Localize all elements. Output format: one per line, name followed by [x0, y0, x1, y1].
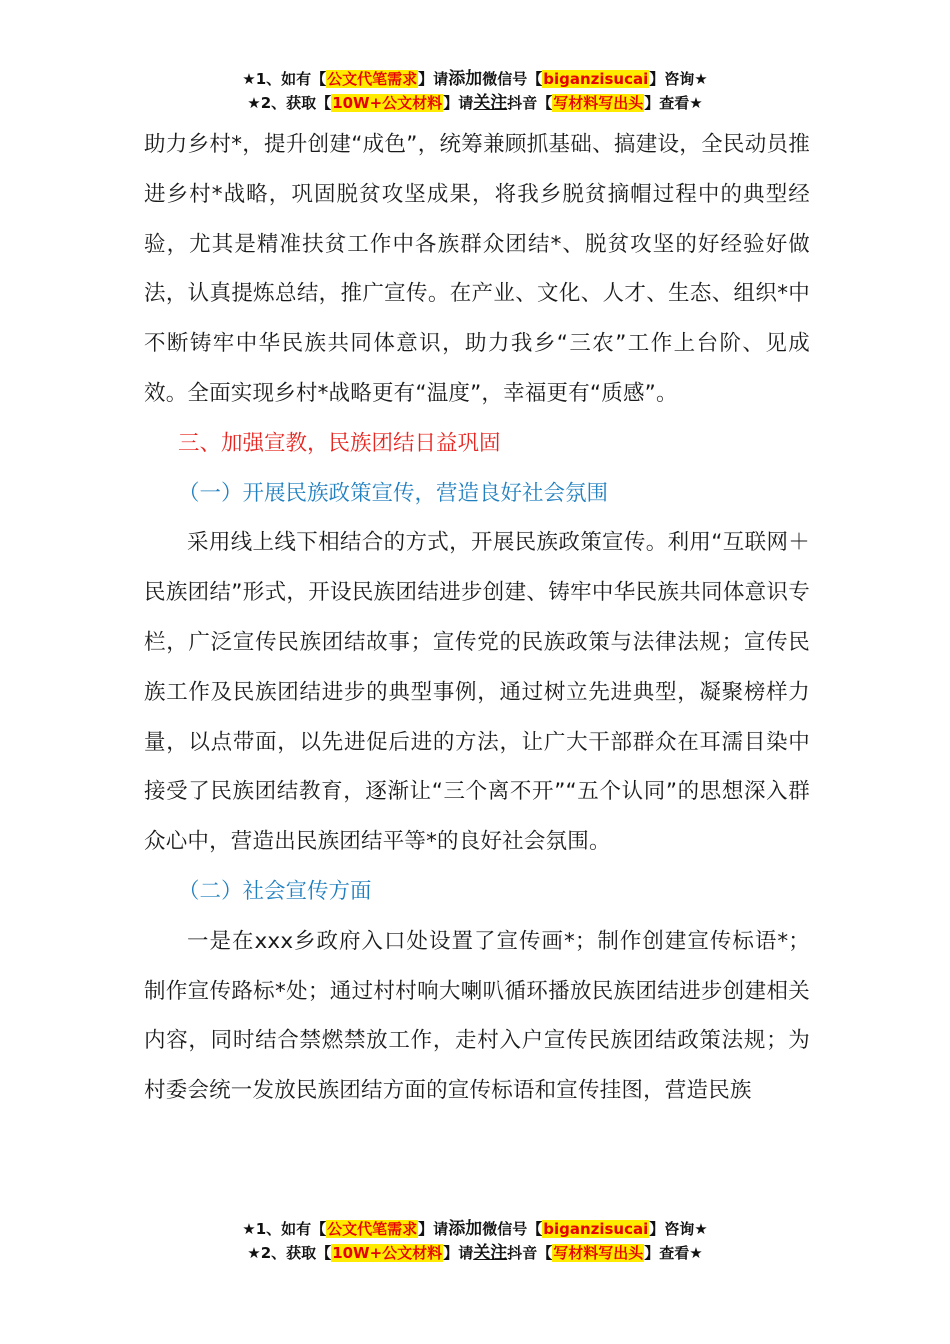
- banner-text: 微信号【: [482, 70, 543, 88]
- header-banner-line-1: [0, 67, 950, 91]
- banner-text: 微信号【: [482, 1220, 543, 1238]
- section-heading-3: 三、加强宣教，民族团结日益巩固: [178, 430, 501, 456]
- banner-emphasis: 添加: [448, 1219, 483, 1239]
- banner-emphasis: 关注: [473, 93, 508, 113]
- banner-text: ★2、获取【: [247, 94, 332, 112]
- banner-text: 】查看★: [644, 94, 703, 112]
- highlight-materials: 10W+公文材料: [332, 94, 443, 112]
- document-body: [144, 120, 810, 1116]
- footer-banner: [0, 1217, 950, 1265]
- highlight-materials: 10W+公文材料: [332, 1244, 443, 1262]
- banner-emphasis: 关注: [473, 1243, 508, 1263]
- banner-text: 】请: [443, 1244, 474, 1262]
- banner-text: 】请: [418, 1220, 449, 1238]
- banner-text: 】请: [418, 70, 449, 88]
- footer-banner-line-1: [0, 1217, 950, 1241]
- banner-text: ★1、如有【: [242, 1220, 327, 1238]
- banner-text: 】查看★: [644, 1244, 703, 1262]
- header-banner: [0, 67, 950, 115]
- banner-text: ★1、如有【: [242, 70, 327, 88]
- banner-text: 】请: [443, 94, 474, 112]
- banner-text: 抖音【: [507, 94, 553, 112]
- footer-banner-line-2: [0, 1241, 950, 1265]
- highlight-service: 公文代笔需求: [327, 70, 418, 88]
- subsection-heading-2: （二）社会宣传方面: [178, 878, 372, 904]
- banner-text: 抖音【: [507, 1244, 553, 1262]
- highlight-wechat-id: biganzisucai: [543, 70, 649, 88]
- highlight-douyin-account: 写材料写出头: [553, 94, 644, 112]
- paragraph-social-publicity: 一是在xxx乡政府入口处设置了宣传画*；制作创建宣传标语*；制作宣传路标*处；通过村村响大喇叭循环播放民族团结进步创建相关内容，同时结合禁燃禁放工作，走村入户宣传民族团结政策法规；为村委会统一发放民族团结方面的宣传标语和宣传挂图，营造民族: [144, 928, 810, 1104]
- banner-emphasis: 添加: [448, 69, 483, 89]
- highlight-douyin-account: 写材料写出头: [553, 1244, 644, 1262]
- banner-text: 】咨询★: [649, 1220, 708, 1238]
- banner-text: 】咨询★: [649, 70, 708, 88]
- header-banner-line-2: [0, 91, 950, 115]
- subsection-heading-1: （一）开展民族政策宣传，营造良好社会氛围: [178, 480, 609, 506]
- paragraph-intro: 助力乡村*，提升创建“成色”，统筹兼顾抓基础、搞建设，全民动员推进乡村*战略，巩固脱贫攻坚成果，将我乡脱贫摘帽过程中的典型经验，尤其是精准扶贫工作中各族群众团结*、脱贫攻坚的好经验好做法，认真提炼总结，推广宣传。在产业、文化、人才、生态、组织*中不断铸牢中华民族共同体意识，助力我乡“三农”工作上台阶、见成效。全面实现乡村*战略更有“温度”，幸福更有“质感”。: [144, 132, 810, 406]
- highlight-service: 公文代笔需求: [327, 1220, 418, 1238]
- banner-text: ★2、获取【: [247, 1244, 332, 1262]
- paragraph-policy-publicity: 采用线上线下相结合的方式，开展民族政策宣传。利用“互联网＋民族团结”形式，开设民族团结进步创建、铸牢中华民族共同体意识专栏，广泛宣传民族团结故事；宣传党的民族政策与法律法规；宣传民族工作及民族团结进步的典型事例，通过树立先进典型，凝聚榜样力量，以点带面，以先进促后进的方法，让广大干部群众在耳濡目染中接受了民族团结教育，逐渐让“三个离不开”“五个认同”的思想深入群众心中，营造出民族团结平等*的良好社会氛围。: [144, 530, 810, 855]
- highlight-wechat-id: biganzisucai: [543, 1220, 649, 1238]
